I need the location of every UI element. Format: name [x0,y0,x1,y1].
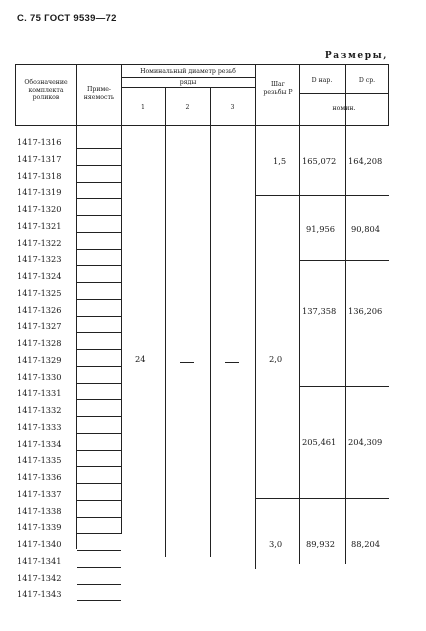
g5-dsr: 88,204 [351,539,381,549]
col-rule-application [76,64,77,549]
application-cell-line [77,165,121,166]
units-label: Размеры, [324,51,388,61]
col-header-row1: 1 [141,104,145,111]
table-row: 1417-1328 [17,338,62,348]
application-cell-line [77,182,121,183]
application-cell-line [77,232,121,233]
pitch-separator-1 [255,195,300,196]
col-header-dsr: D ср. [358,77,376,84]
application-cell-line [77,584,121,585]
application-cell-line [77,466,121,467]
table-row: 1417-1318 [17,170,62,181]
table-row: 1417-1332 [17,405,62,415]
header-rule-nominal [121,77,255,78]
col-rule-pitch [255,64,256,569]
table-row: 1417-1327 [17,321,62,332]
application-cell-line [77,399,121,400]
d-separator-4 [299,498,389,499]
col-rule-row3 [210,87,211,557]
table-row: 1417-1342 [17,572,62,583]
application-cell-line [77,500,121,501]
application-cell-line [77,349,121,350]
table-row: 1417-1334 [17,438,62,449]
table-row: 1417-1324 [17,271,62,281]
table-top-rule [15,64,389,65]
col-rule-dnar [299,64,300,564]
g3-dnar: 137,358 [302,306,337,316]
d-separator-3 [299,386,389,387]
diameter-row1-value: 24 [135,354,146,364]
pitch-value-1: 1,5 [273,156,287,166]
diameter-row3-dash [225,362,239,363]
col-header-dnar: D нар. [311,77,333,84]
application-cell-line [77,450,121,451]
table-row: 1417-1336 [17,472,62,482]
col-header-designation: Обозначение комплекта роликов [24,79,68,102]
application-cell-line [77,148,121,149]
col-header-pitch: Шаг резьбы P [263,81,293,96]
col-header-row2: 2 [185,104,190,111]
application-cell-line [77,198,121,199]
header-rule-rows [121,87,255,88]
table-row: 1417-1329 [17,354,62,365]
application-cell-line [77,433,121,434]
table-right-border [388,64,389,126]
table-row: 1417-1321 [17,220,62,231]
g4-dsr: 204,309 [348,437,383,447]
table-row: 1417-1317 [17,153,62,164]
g1-dnar: 165,072 [302,156,337,166]
table-row: 1417-1319 [17,187,62,198]
application-cell-line [77,517,121,518]
table-row: 1417-1335 [17,455,62,466]
col-header-row3: 3 [230,104,235,111]
d-separator-1 [299,195,389,196]
g3-dsr: 136,206 [348,306,383,316]
application-cell-line [77,282,121,283]
table-row: 1417-1322 [17,237,62,248]
table-row: 1417-1343 [17,589,62,600]
col-rule-row2 [165,87,166,557]
table-row: 1417-1339 [17,522,62,533]
table-row: 1417-1316 [17,137,62,147]
g5-dnar: 89,932 [306,539,336,549]
col-header-rows: ряды [179,79,197,86]
diameter-row2-dash [180,362,194,363]
table-left-border [15,64,16,126]
g4-dnar: 205,461 [302,437,337,447]
col-rule-dsr [345,64,346,564]
table-row: 1417-1331 [17,388,62,399]
application-cell-line [77,299,121,300]
application-cell-line [77,249,121,250]
application-cell-line [77,567,121,568]
g1-dsr: 164,208 [348,156,383,166]
header-bottom-rule [15,125,389,126]
g2-dnar: 91,956 [306,224,336,234]
pitch-value-2: 2,0 [269,354,283,364]
table-row: 1417-1330 [17,371,62,382]
pitch-value-3: 3,0 [269,539,283,549]
col-header-nominal-diameter: Номинальный диаметр резьб [140,68,236,75]
pitch-separator-2 [255,498,300,499]
g2-dsr: 90,804 [351,224,381,234]
table-row: 1417-1338 [17,505,62,516]
table-row: 1417-1337 [17,488,62,499]
application-cell-line [77,265,121,266]
application-cell-line [77,483,121,484]
table-row: 1417-1341 [17,555,62,566]
header-rule-nomin [299,93,389,94]
page-header: С. 75 ГОСТ 9539—72 [17,13,117,24]
table-row: 1417-1326 [17,304,62,315]
table-row: 1417-1320 [17,204,62,214]
application-cell-line [77,600,121,601]
application-cell-line [77,215,121,216]
application-cell-line [77,316,121,317]
application-cell-line [77,332,121,333]
table-row: 1417-1323 [17,254,62,265]
col-header-nomin: номин. [332,105,356,112]
application-cell-line [77,416,121,417]
table-row: 1417-1325 [17,287,62,298]
application-cell-line [77,366,121,367]
table-row: 1417-1333 [17,421,62,432]
d-separator-2 [299,260,389,261]
application-cell-line [77,550,121,551]
application-cell-line [77,383,121,384]
application-cell-line [77,533,121,534]
col-rule-row1 [121,64,122,534]
col-header-application: Приме-няемость [83,86,115,101]
table-row: 1417-1340 [17,539,62,549]
gost-table [15,64,389,626]
